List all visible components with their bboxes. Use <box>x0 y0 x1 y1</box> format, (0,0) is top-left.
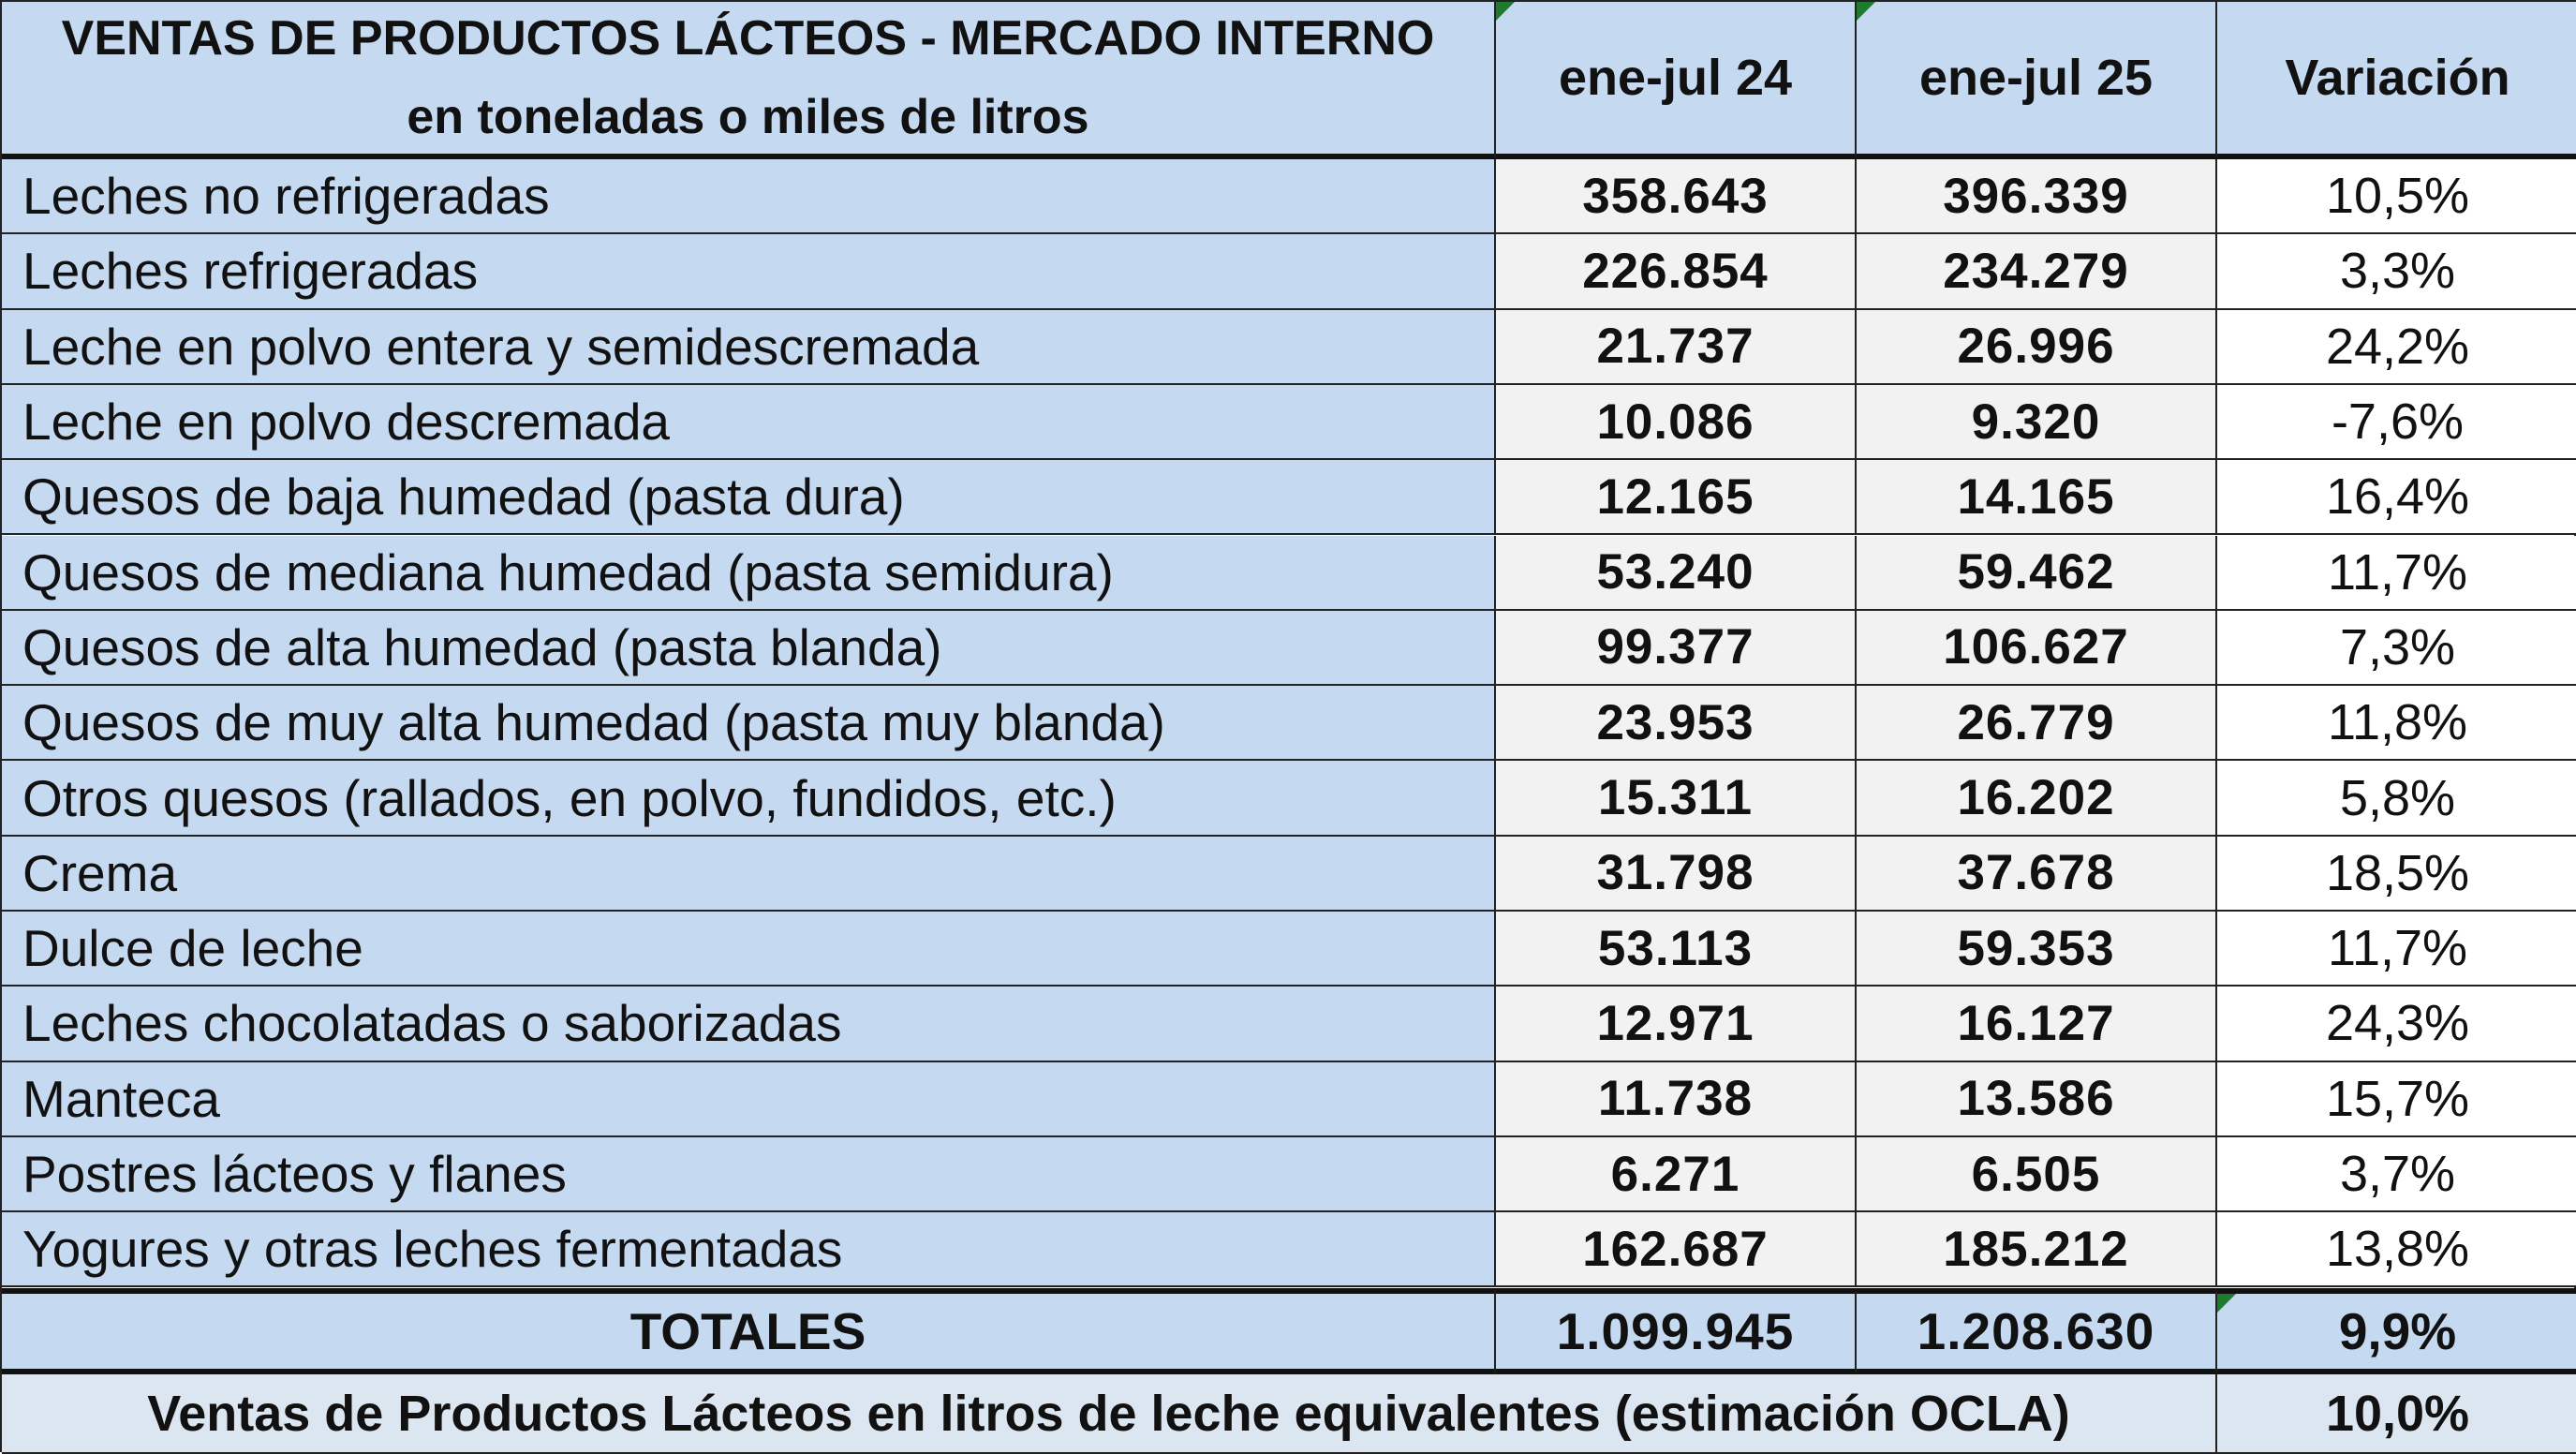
comment-marker-icon <box>1857 2 1875 21</box>
row-value-2025: 37.678 <box>1857 837 2217 912</box>
row-variation: 3,7% <box>2217 1137 2576 1212</box>
row-value-2024: 53.240 <box>1496 536 1857 611</box>
row-variation: 10,5% <box>2217 159 2576 234</box>
totals-variation: 9,9% <box>2217 1288 2576 1374</box>
row-label: Quesos de alta humedad (pasta blanda) <box>2 611 1496 686</box>
row-label: Yogures y otras leches fermentadas <box>2 1212 1496 1287</box>
row-label: Leches refrigeradas <box>2 234 1496 309</box>
row-value-2024: 21.737 <box>1496 310 1857 385</box>
footer-row <box>2 1374 2576 1454</box>
table-row <box>2 761 2576 836</box>
row-value-2025: 106.627 <box>1857 611 2217 686</box>
row-value-2025: 59.462 <box>1857 536 2217 611</box>
row-value-2025: 396.339 <box>1857 159 2217 234</box>
row-value-2024: 162.687 <box>1496 1212 1857 1287</box>
row-value-2025: 16.127 <box>1857 987 2217 1061</box>
footer-label: Ventas de Productos Lácteos en litros de leche equivalentes (estimación OCLA) <box>2 1374 2217 1454</box>
row-variation: 24,3% <box>2217 987 2576 1061</box>
row-label: Quesos de baja humedad (pasta dura) <box>2 460 1496 535</box>
column-header-2025: ene-jul 25 <box>1857 2 2217 159</box>
row-label: Leche en polvo descremada <box>2 385 1496 460</box>
row-value-2024: 10.086 <box>1496 385 1857 460</box>
table-row <box>2 987 2576 1061</box>
row-value-2024: 53.113 <box>1496 912 1857 987</box>
row-variation: 7,3% <box>2217 611 2576 686</box>
table-row <box>2 234 2576 309</box>
row-variation: 5,8% <box>2217 761 2576 836</box>
table-row <box>2 686 2576 761</box>
row-label: Otros quesos (rallados, en polvo, fundidos, etc.) <box>2 761 1496 836</box>
table-row <box>2 912 2576 987</box>
row-value-2024: 358.643 <box>1496 159 1857 234</box>
table-title <box>2 2 1496 159</box>
row-value-2025: 14.165 <box>1857 460 2217 535</box>
row-variation: 16,4% <box>2217 460 2576 535</box>
row-variation: 13,8% <box>2217 1212 2576 1287</box>
table-row <box>2 1062 2576 1137</box>
title-line-2: en toneladas o miles de litros <box>407 90 1089 144</box>
row-value-2024: 23.953 <box>1496 686 1857 761</box>
column-header-2024: ene-jul 24 <box>1496 2 1857 159</box>
row-value-2024: 99.377 <box>1496 611 1857 686</box>
row-variation: 11,8% <box>2217 686 2576 761</box>
row-value-2025: 185.212 <box>1857 1212 2217 1287</box>
row-label: Dulce de leche <box>2 912 1496 987</box>
table-row <box>2 536 2576 611</box>
row-label: Leche en polvo entera y semidescremada <box>2 310 1496 385</box>
row-value-2024: 6.271 <box>1496 1137 1857 1212</box>
column-header-variation: Variación <box>2217 2 2576 159</box>
row-value-2025: 59.353 <box>1857 912 2217 987</box>
comment-marker-icon <box>1496 2 1515 21</box>
table-row <box>2 159 2576 234</box>
table-row <box>2 611 2576 686</box>
title-line-1: VENTAS DE PRODUCTOS LÁCTEOS - MERCADO INTERNO <box>61 11 1435 66</box>
row-label: Quesos de muy alta humedad (pasta muy blanda) <box>2 686 1496 761</box>
row-value-2024: 12.971 <box>1496 987 1857 1061</box>
table-row <box>2 837 2576 912</box>
row-variation: 3,3% <box>2217 234 2576 309</box>
row-value-2025: 26.779 <box>1857 686 2217 761</box>
row-value-2025: 6.505 <box>1857 1137 2217 1212</box>
comment-marker-icon <box>2217 1294 2236 1313</box>
row-value-2024: 31.798 <box>1496 837 1857 912</box>
totals-label: TOTALES <box>2 1288 1496 1374</box>
row-variation: 18,5% <box>2217 837 2576 912</box>
row-variation: -7,6% <box>2217 385 2576 460</box>
row-value-2025: 9.320 <box>1857 385 2217 460</box>
totals-2024: 1.099.945 <box>1496 1288 1857 1374</box>
row-variation: 11,7% <box>2217 912 2576 987</box>
totals-row <box>2 1288 2576 1374</box>
row-label: Quesos de mediana humedad (pasta semidura) <box>2 536 1496 611</box>
row-variation: 24,2% <box>2217 310 2576 385</box>
row-value-2024: 11.738 <box>1496 1062 1857 1137</box>
row-label: Manteca <box>2 1062 1496 1137</box>
row-value-2025: 13.586 <box>1857 1062 2217 1137</box>
row-value-2025: 234.279 <box>1857 234 2217 309</box>
footer-variation: 10,0% <box>2217 1374 2576 1454</box>
row-label: Crema <box>2 837 1496 912</box>
totals-2025: 1.208.630 <box>1857 1288 2217 1374</box>
row-label: Postres lácteos y flanes <box>2 1137 1496 1212</box>
table-row <box>2 310 2576 385</box>
table-row <box>2 460 2576 535</box>
table-row <box>2 1212 2576 1287</box>
row-value-2024: 12.165 <box>1496 460 1857 535</box>
row-variation: 11,7% <box>2217 536 2576 611</box>
row-value-2024: 226.854 <box>1496 234 1857 309</box>
table-row <box>2 1137 2576 1212</box>
row-value-2025: 26.996 <box>1857 310 2217 385</box>
row-value-2025: 16.202 <box>1857 761 2217 836</box>
row-value-2024: 15.311 <box>1496 761 1857 836</box>
row-label: Leches chocolatadas o saborizadas <box>2 987 1496 1061</box>
header-row <box>2 2 2576 159</box>
row-label: Leches no refrigeradas <box>2 159 1496 234</box>
row-variation: 15,7% <box>2217 1062 2576 1137</box>
table-row <box>2 385 2576 460</box>
